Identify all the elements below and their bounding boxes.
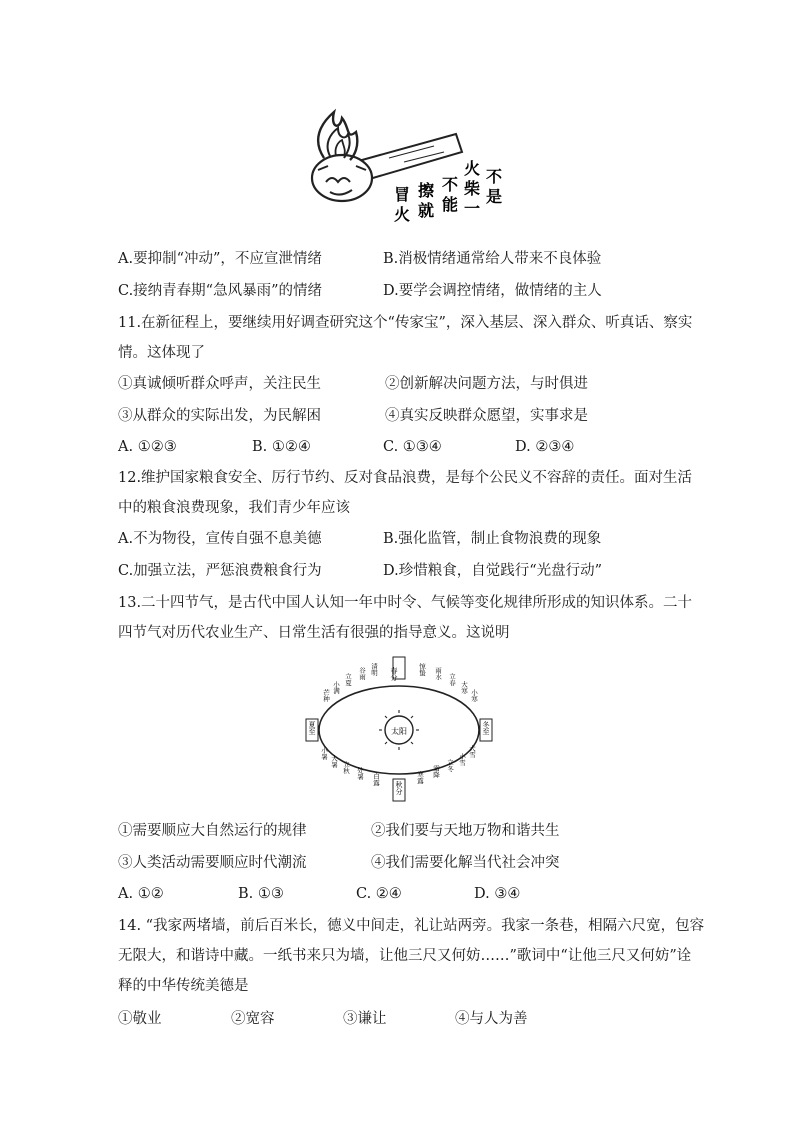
term-label: 大暑 — [330, 755, 338, 768]
boxed-term-winter-solstice: 冬至 — [482, 721, 490, 735]
q11-choice-a[interactable]: A. ①②③ — [118, 439, 177, 455]
cartoon-caption-char: 就 — [418, 201, 435, 220]
term-label: 白露 — [372, 773, 380, 786]
term-label: 芒种 — [322, 689, 330, 702]
q14-stem-line3: 释的中华传统美德是 — [118, 978, 249, 994]
term-label: 小寒 — [470, 689, 478, 702]
q13-choice-b[interactable]: B. ①③ — [238, 886, 284, 902]
term-label: 小雪 — [458, 753, 466, 766]
term-label: 处暑 — [356, 767, 364, 780]
match-stick — [362, 134, 462, 180]
cartoon-caption-char: 冒 — [394, 185, 411, 204]
q14-stem-line1: 14. “我家两堵墙，前后百米长，德义中间走，礼让站两旁。我家一条巷，相隔六尺宽，包容 — [118, 918, 705, 934]
q14-statement-4: ④与人为善 — [455, 1011, 528, 1027]
cartoon-image — [294, 100, 504, 235]
q14-statement-2: ②宽容 — [231, 1011, 275, 1027]
cartoon-caption-char: 能 — [442, 195, 459, 214]
cartoon-caption-char: 一 — [464, 199, 481, 218]
term-label: 立秋 — [342, 761, 350, 774]
q10-option-c[interactable]: C.接纳青春期“急风暴雨”的情绪 — [118, 283, 323, 299]
q10-option-d[interactable]: D.要学会调控情绪，做情绪的主人 — [383, 283, 602, 299]
q11-statement-3: ③从群众的实际出发，为民解困 — [118, 408, 321, 424]
cartoon-caption-char: 火 — [464, 159, 481, 178]
q14-stem-line2: 无限大，和谐诗中藏。一纸书来只为墙，让他三尺又何妨……”歌词中“让他三尺又何妨”诠 — [118, 948, 692, 964]
cartoon-caption-char: 火 — [394, 205, 411, 224]
cartoon-caption-char: 擦 — [418, 181, 435, 200]
term-label: 小满 — [332, 681, 340, 694]
term-label: 惊蛰 — [418, 663, 426, 676]
cartoon-caption-char: 柴 — [464, 179, 481, 198]
q13-choice-a[interactable]: A. ①② — [118, 886, 164, 902]
q14-statement-1: ①敬业 — [118, 1011, 162, 1027]
q11-choice-c[interactable]: C. ①③④ — [383, 439, 442, 455]
term-label: 立春 — [448, 673, 456, 686]
q11-choice-d[interactable]: D. ②③④ — [515, 439, 575, 455]
q13-statement-4: ④我们需要化解当代社会冲突 — [371, 855, 560, 871]
boxed-term-spring-equinox: 春分 — [390, 667, 398, 681]
term-label: 大雪 — [468, 745, 476, 758]
q11-statement-1: ①真诚倾听群众呼声，关注民生 — [118, 376, 321, 392]
flame-icon — [318, 112, 357, 160]
q12-stem-line1: 12.维护国家粮食安全、厉行节约、反对食品浪费，是每个公民义不容辞的责任。面对生活 — [118, 470, 693, 486]
q13-stem-line2: 四节气对历代农业生产、日常生活有很强的指导意义。这说明 — [118, 625, 510, 641]
q12-stem-line2: 中的粮食浪费现象，我们青少年应该 — [118, 500, 350, 516]
q13-stem-line1: 13.二十四节气，是古代中国人认知一年中时令、气候等变化规律所形成的知识体系。二十 — [118, 595, 693, 611]
q12-option-c[interactable]: C.加强立法，严惩浪费粮食行为 — [118, 563, 322, 579]
q12-option-b[interactable]: B.强化监管，制止食物浪费的现象 — [383, 531, 602, 547]
boxed-term-autumn-equinox: 秋分 — [395, 781, 403, 795]
q10-option-a[interactable]: A.要抑制“冲动”，不应宣泄情绪 — [118, 251, 322, 267]
q10-option-b[interactable]: B.消极情绪通常给人带来不良体验 — [383, 251, 602, 267]
boxed-term-summer-solstice: 夏至 — [308, 721, 316, 735]
cartoon-caption-char: 不 — [486, 167, 503, 186]
q13-choice-d[interactable]: D. ③④ — [474, 886, 521, 902]
term-label: 霜降 — [432, 765, 440, 778]
cartoon-caption-char: 不 — [442, 175, 459, 194]
q12-option-d[interactable]: D.珍惜粮食，自觉践行“光盘行动” — [383, 563, 603, 579]
cartoon-caption-char: 是 — [486, 187, 503, 206]
q13-choice-c[interactable]: C. ②④ — [356, 886, 402, 902]
term-label: 谷雨 — [358, 667, 366, 680]
term-label: 雨水 — [434, 667, 442, 680]
q13-statement-3: ③人类活动需要顺应时代潮流 — [118, 855, 307, 871]
term-label: 寒露 — [416, 771, 424, 784]
q11-statement-4: ④真实反映群众愿望，实事求是 — [385, 408, 588, 424]
q13-statement-2: ②我们要与天地万物和谐共生 — [371, 823, 560, 839]
term-label: 小暑 — [320, 747, 328, 760]
term-label: 大寒 — [460, 681, 468, 694]
q11-stem-line1: 11.在新征程上，要继续用好调查研究这个“传家宝”，深入基层、深入群众、听真话、察实 — [118, 315, 693, 331]
sun-label: 太阳 — [391, 727, 407, 736]
term-label: 立夏 — [344, 673, 352, 686]
q13-statement-1: ①需要顺应大自然运行的规律 — [118, 823, 307, 839]
q11-statement-2: ②创新解决问题方法，与时俱进 — [385, 376, 588, 392]
q11-stem-line2: 情。这体现了 — [118, 345, 205, 361]
q14-statement-3: ③谦让 — [343, 1011, 387, 1027]
solar-terms-diagram — [302, 655, 496, 805]
q11-choice-b[interactable]: B. ①②④ — [252, 439, 311, 455]
q12-option-a[interactable]: A.不为物役，宣传自强不息美德 — [118, 531, 322, 547]
term-label: 清明 — [370, 663, 378, 676]
term-label: 立冬 — [446, 759, 454, 772]
